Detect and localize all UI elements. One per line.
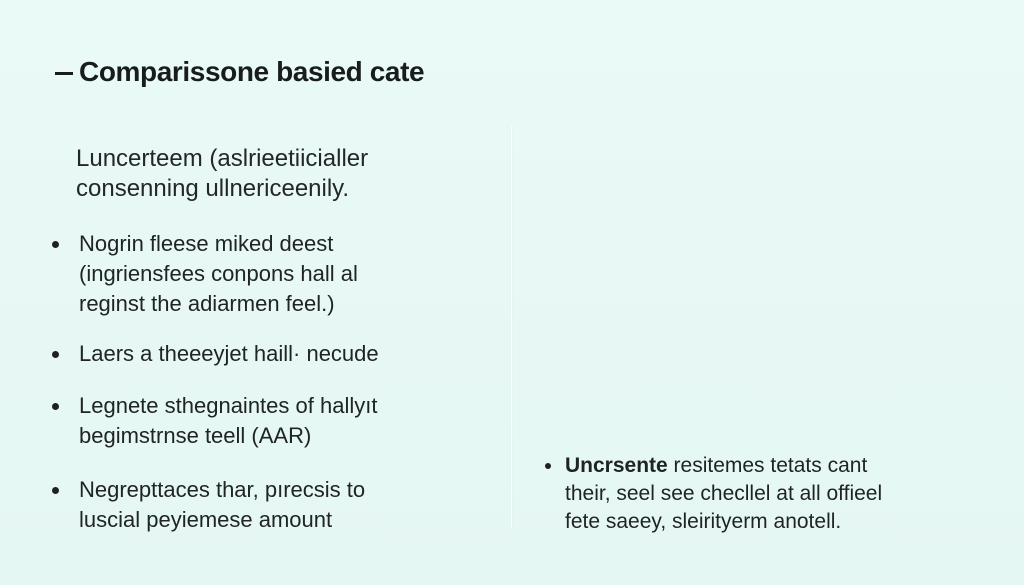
- right-note-line: [565, 452, 965, 480]
- column-divider: [511, 126, 512, 528]
- list-item-line: Negrepttaces thar, pırecsis to: [79, 477, 366, 502]
- list-item-line: Legnete sthegnaintes of hallyıt: [79, 393, 378, 418]
- intro-line: Luncerteem (aslrieetiicialler: [76, 145, 369, 172]
- right-note: [545, 452, 965, 536]
- list-item-line: luscial peyiemese amount: [79, 507, 333, 532]
- bullet-icon: [52, 351, 59, 358]
- right-note-line: their, seel see checllel at all offieel: [565, 482, 883, 505]
- list-item-line: Laers a theeeyjet haill· necude: [79, 341, 379, 366]
- list-item-line: Nogrin fleese miked deest: [79, 231, 334, 256]
- list-item-line: reginst the adiarmen feel.): [79, 291, 335, 316]
- bullet-icon: [52, 487, 59, 494]
- page-title: [55, 58, 424, 86]
- list-item-line: begimstrnse teell (AAR): [79, 423, 312, 448]
- list-item-line: (ingriensfees conpons hall al: [79, 261, 358, 286]
- intro-line: consenning ullnericeenily.: [76, 175, 350, 202]
- bullet-icon: [52, 403, 59, 410]
- right-note-emphasis: Uncrsente: [565, 454, 668, 477]
- list-item: [52, 339, 472, 369]
- bullet-icon: [545, 463, 551, 469]
- list-item: [52, 475, 472, 535]
- page-title-text: Comparissone basied cate: [79, 56, 425, 87]
- list-item: [52, 391, 472, 451]
- comparison-list: [52, 229, 472, 535]
- bullet-icon: [52, 241, 59, 248]
- right-note-line-rest: resitemes tetats cant: [667, 454, 868, 477]
- dash-icon: [55, 72, 73, 75]
- intro-paragraph: [76, 144, 466, 204]
- right-note-line: fete saeey, sleirityerm anotell.: [565, 510, 842, 533]
- list-item: [52, 229, 472, 319]
- right-note-text: [545, 452, 965, 536]
